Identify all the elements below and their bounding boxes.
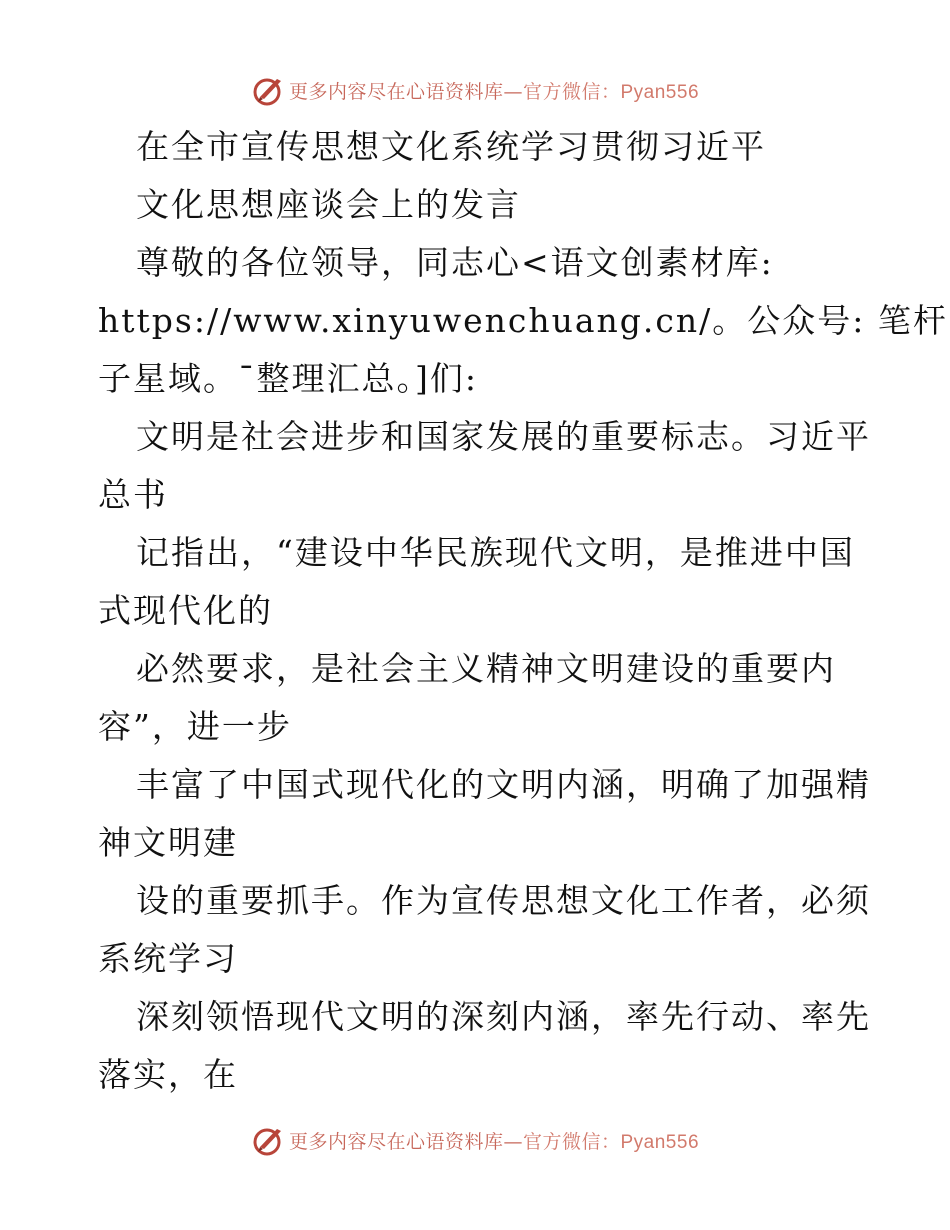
quill-logo-icon bbox=[251, 73, 285, 107]
banner-prefix: 更多内容尽在心语资料库 bbox=[288, 80, 504, 103]
text-line: 系统学习 bbox=[98, 939, 238, 978]
footer-banner bbox=[0, 1120, 950, 1160]
text-line: 子星域。¯整理汇总。]们: bbox=[98, 359, 478, 398]
banner-text bbox=[289, 1127, 699, 1154]
text-line: 记指出，“建设中华民族现代文明，是推进中国 bbox=[136, 533, 855, 572]
text-line: 尊敬的各位领导，同志心<语文创素材库: bbox=[136, 243, 774, 282]
text-line: 设的重要抓手。作为宣传思想文化工作者，必须 bbox=[136, 881, 871, 920]
text-line: 必然要求，是社会主义精神文明建设的重要内 bbox=[136, 649, 836, 688]
text-line: 神文明建 bbox=[98, 823, 238, 862]
document-body bbox=[98, 118, 948, 1104]
quill-logo-icon bbox=[251, 1123, 285, 1157]
text-line: https://www.xinyuwenchuang.cn/。公众号: 笔杆 bbox=[98, 301, 948, 340]
text-line: 式现代化的 bbox=[98, 591, 273, 630]
banner-wechat-label: 官方微信： bbox=[522, 1130, 621, 1153]
banner-separator: — bbox=[503, 1130, 523, 1153]
banner-separator: — bbox=[503, 80, 523, 103]
text-line: 总书 bbox=[98, 475, 168, 514]
text-line: 在全市宣传思想文化系统学习贯彻习近平 bbox=[136, 127, 766, 166]
text-line: 丰富了中国式现代化的文明内涵，明确了加强精 bbox=[136, 765, 871, 804]
banner-wechat-id: Pyan556 bbox=[620, 81, 700, 103]
text-line: 文化思想座谈会上的发言 bbox=[136, 185, 521, 224]
banner-wechat-id: Pyan556 bbox=[620, 1131, 700, 1153]
text-line: 容”，进一步 bbox=[98, 707, 292, 746]
text-line: 落实，在 bbox=[98, 1055, 238, 1094]
header-banner bbox=[0, 70, 950, 110]
text-line: 深刻领悟现代文明的深刻内涵，率先行动、率先 bbox=[136, 997, 871, 1036]
text-line: 文明是社会进步和国家发展的重要标志。习近平 bbox=[136, 417, 871, 456]
banner-prefix: 更多内容尽在心语资料库 bbox=[288, 1130, 504, 1153]
banner-wechat-label: 官方微信： bbox=[522, 80, 621, 103]
banner-text bbox=[289, 77, 699, 104]
